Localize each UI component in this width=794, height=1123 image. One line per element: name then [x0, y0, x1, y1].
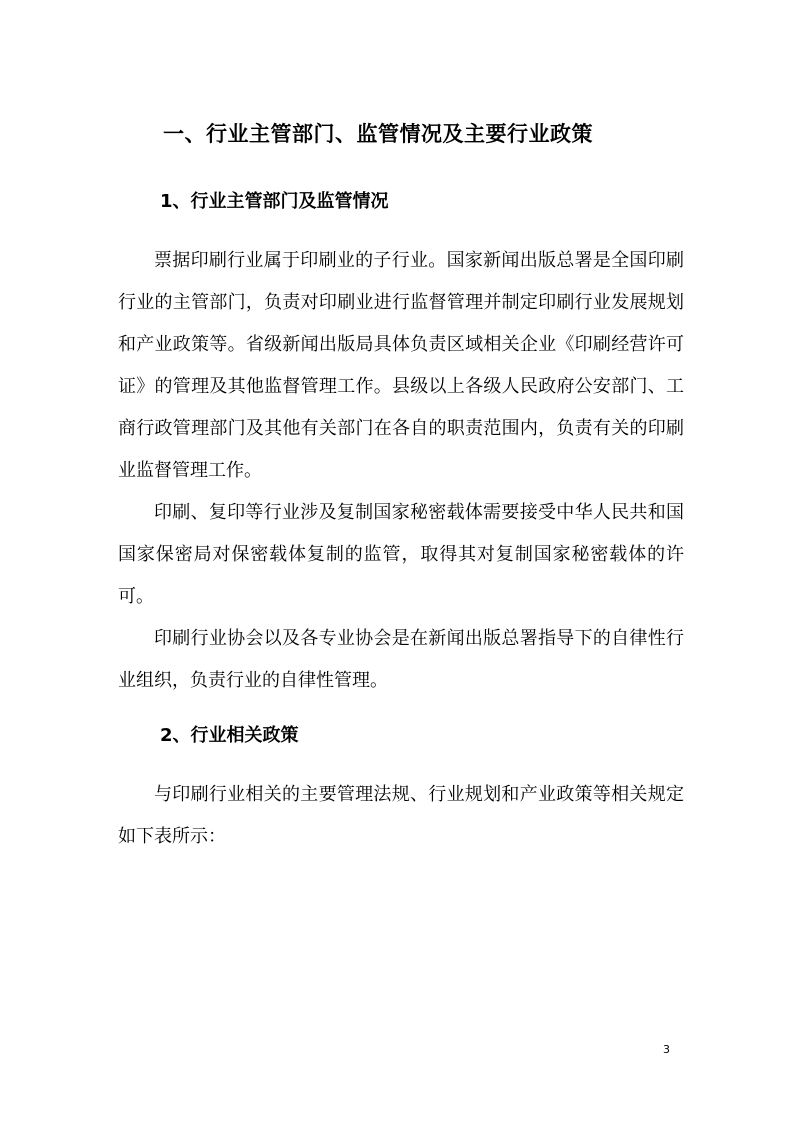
subsection-heading-1: 1、行业主管部门及监管情况 — [160, 191, 389, 212]
section-title: 一、行业主管部门、监管情况及主要行业政策 — [163, 122, 593, 146]
paragraph-regulatory-authority: 票据印刷行业属于印刷业的子行业。国家新闻出版总署是全国印刷行业的主管部门，负责对印刷业进行监督管理并制定印刷行业发展规划和产业政策等。省级新闻出版局具体负责区域相关企业《印刷经营许可证》的管理及其他监督管理工作。县级以上各级人民政府公安部门、工商行政管理部门及其他有关部门在各自的职责范围内，负责有关的印刷业监督管理工作。 — [118, 250, 684, 481]
paragraph-industry-association: 印刷行业协会以及各专业协会是在新闻出版总署指导下的自律性行业组织，负责行业的自律性管理。 — [118, 628, 684, 691]
paragraph-policy-intro: 与印刷行业相关的主要管理法规、行业规划和产业政策等相关规定如下表所示： — [118, 784, 684, 847]
subsection-heading-2: 2、行业相关政策 — [160, 725, 299, 746]
paragraph-confidential-printing: 印刷、复印等行业涉及复制国家秘密载体需要接受中华人民共和国国家保密局对保密载体复制的监管，取得其对复制国家秘密载体的许可。 — [118, 502, 684, 607]
page-number: 3 — [663, 1043, 670, 1056]
